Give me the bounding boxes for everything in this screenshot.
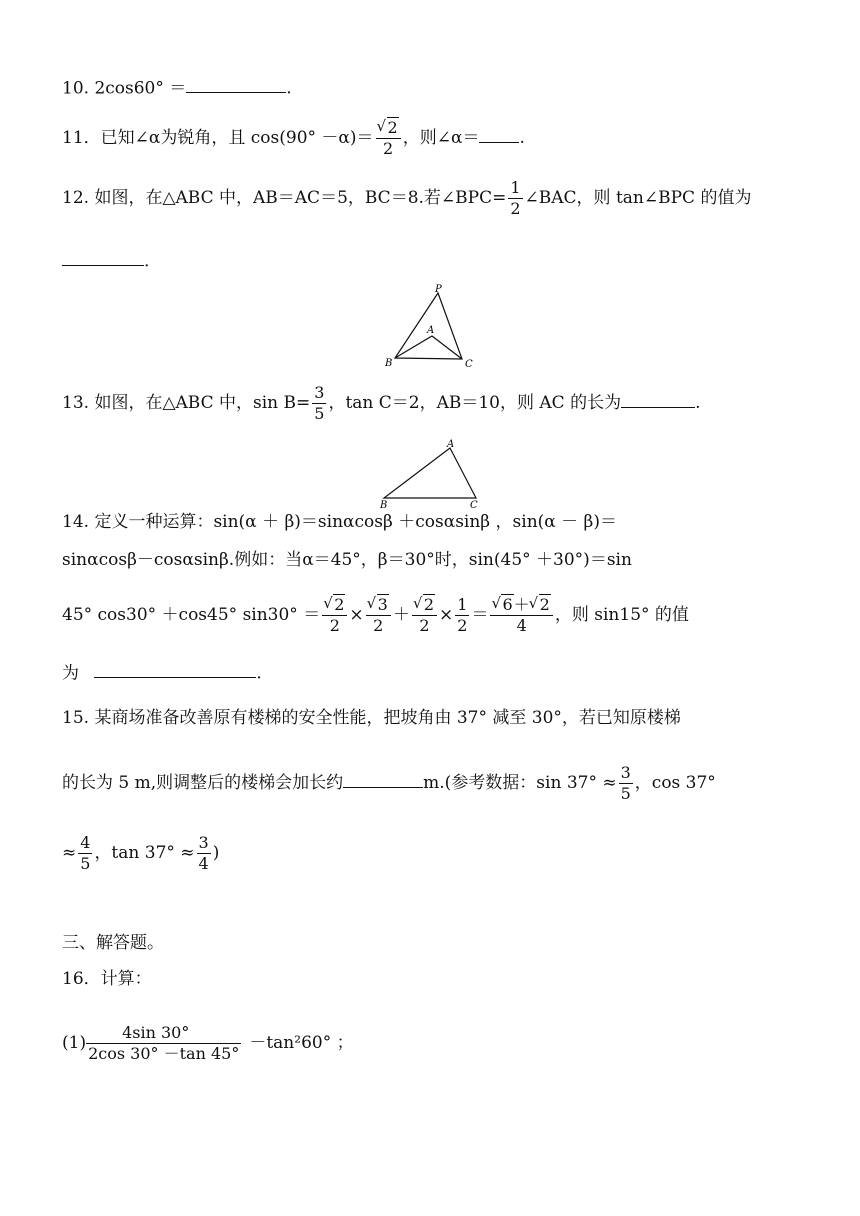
label-b: B: [380, 500, 388, 510]
fraction: $\frac{4}{5}$: [80, 833, 91, 873]
fraction: $\frac{3}{5}$: [314, 383, 325, 423]
fraction: $\frac{3}{5}$: [620, 763, 631, 803]
fraction: √ $\frac{2}{2}$: [322, 595, 347, 636]
fraction: √ $\frac{3}{2}$: [366, 595, 391, 636]
label-b: B: [385, 358, 393, 369]
label-c: C: [465, 359, 473, 369]
answer-blank: [186, 77, 286, 93]
question-10: 10. 2cos60° ＝ .: [62, 78, 292, 99]
label-a: A: [427, 325, 435, 336]
fraction: √ $\frac{2}{2}$: [412, 595, 437, 636]
label-c: C: [470, 500, 478, 510]
fraction: √ $\frac{6+√ 2}{4}$: [490, 595, 552, 636]
question-14-line-4: 为 .: [62, 663, 262, 684]
triangle-figure-13: [378, 438, 490, 510]
answer-blank: [621, 392, 695, 408]
triangle-figure-12: [380, 283, 480, 369]
question-12-blank: .: [62, 250, 149, 270]
fraction: $\frac{3}{4}$: [198, 833, 209, 873]
answer-blank: [343, 772, 423, 788]
question-12: 12. 如图，在△ABC 中，AB＝AC＝5，BC＝8.若∠BPC= $\frac{1}{2}$ ∠BAC，则 tan∠BPC 的值为: [62, 178, 752, 218]
question-15-line-1: 15. 某商场准备改善原有楼梯的安全性能，把坡角由 37° 减至 30°，若已知原楼梯: [62, 708, 681, 728]
question-15-line-3: ≈ $\frac{4}{5}$ ，tan 37° ≈ $\frac{3}{4}$ ): [62, 833, 220, 873]
fraction: $\frac{1}{2}$: [510, 178, 521, 218]
question-14-line-2: sinαcosβ－cosαsinβ.例如：当α＝45°，β＝30°时，sin(45° ＋30°)＝sin: [62, 550, 632, 570]
question-11: 11．已知∠α为锐角，且 cos(90° －α)＝ √ $\frac{2}{2}$ ，则∠α＝ .: [62, 118, 525, 159]
section-heading: 三、解答题。: [62, 933, 164, 953]
answer-blank: [479, 127, 519, 143]
fraction: √ $\frac{2}{2}$: [376, 118, 401, 159]
fraction: $\frac{4\sin 30^\circ}{2\cos 30^\circ -\tan 45^\circ}$: [88, 1023, 240, 1063]
label-p: P: [435, 284, 442, 295]
fraction: $\frac{1}{2}$: [457, 595, 468, 635]
question-16-part-1: (1) $\frac{4\sin 30^\circ}{2\cos 30^\circ -\tan 45^\circ}$ －tan²60° ；: [62, 1023, 354, 1063]
question-15-line-2: 的长为 5 m,则调整后的楼梯会加长约 m.(参考数据：sin 37° ≈ $\frac{3}{5}$ ，cos 37°: [62, 763, 716, 803]
question-13: 13. 如图，在△ABC 中，sin B= $\frac{3}{5}$ ，tan C＝2，AB＝10，则 AC 的长为 .: [62, 383, 701, 423]
question-14-line-3: 45° cos30° ＋cos45° sin30° ＝ √ $\frac{2}{2}$ × √ $\frac{3}{2}$ ＋ √ $\frac{2}{2}$ × $\frac{1}{2}$ ＝ √ $\frac{6+√ 2}{4}$ ，则 sin15° 的值: [62, 595, 689, 636]
question-16-title: 16．计算：: [62, 969, 152, 989]
question-14-line-1: 14. 定义一种运算：sin(α ＋ β)＝sinαcosβ ＋cosαsinβ ，sin(α － β)＝: [62, 512, 618, 532]
answer-blank: [62, 250, 144, 266]
label-a: A: [447, 439, 455, 450]
answer-blank: [94, 662, 256, 678]
